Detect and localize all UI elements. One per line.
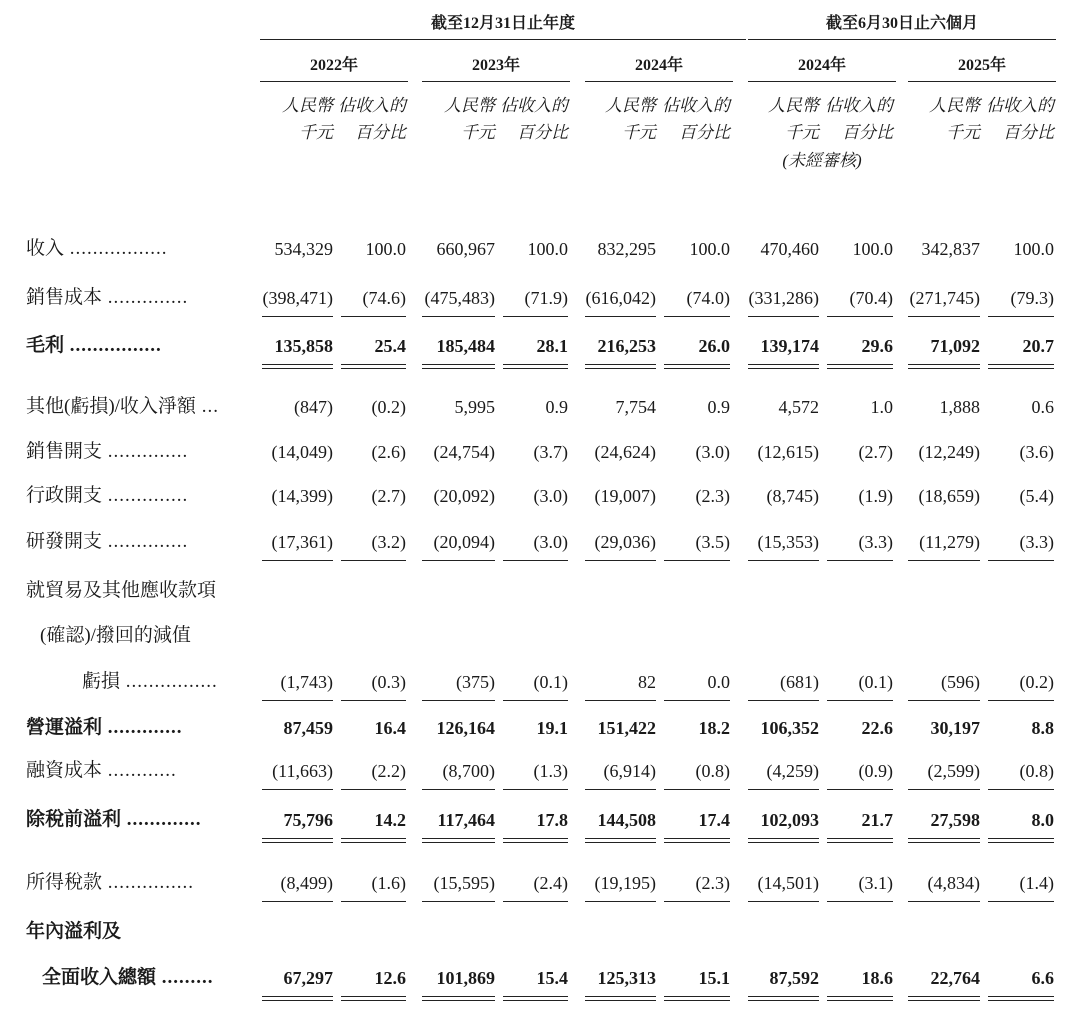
double-underline <box>503 996 568 1001</box>
leader-dots: ............ <box>102 760 177 781</box>
amount-cell: (12,249) <box>918 442 980 462</box>
percent-cell: 0.0 <box>707 672 730 692</box>
percent-cell: 14.2 <box>374 810 406 830</box>
percent-cell: (2.7) <box>858 442 893 462</box>
double-underline <box>422 838 495 843</box>
percent-cell: (3.5) <box>695 532 730 552</box>
unit-header-amount: 人民幣 千元 <box>605 96 656 142</box>
percent-cell: 25.4 <box>374 336 406 356</box>
percent-cell: (0.8) <box>1019 761 1054 781</box>
amount-cell: (24,624) <box>594 442 656 462</box>
row-label: 年內溢利及 <box>26 921 122 942</box>
double-underline <box>262 838 333 843</box>
amount-cell: 30,197 <box>930 718 980 738</box>
double-underline <box>908 838 980 843</box>
row-label: 營運溢利 ............. <box>26 717 183 738</box>
amount-cell: 87,592 <box>769 968 819 988</box>
double-underline <box>585 838 656 843</box>
table-row <box>0 437 1080 467</box>
percent-cell: 17.8 <box>536 810 568 830</box>
amount-cell: 82 <box>638 672 656 692</box>
percent-cell: 15.4 <box>536 968 568 988</box>
percent-cell: 6.6 <box>1031 968 1054 988</box>
single-underline <box>748 700 819 701</box>
table-row <box>0 805 1080 835</box>
header-annual-rule <box>260 39 746 40</box>
amount-cell: 5,995 <box>454 397 495 417</box>
double-underline <box>341 838 406 843</box>
percent-cell: 12.6 <box>374 968 406 988</box>
amount-cell: (375) <box>456 672 495 692</box>
percent-cell: 29.6 <box>861 336 893 356</box>
percent-cell: (1.9) <box>858 486 893 506</box>
row-label: 銷售開支 .............. <box>26 441 189 462</box>
double-underline <box>503 364 568 369</box>
single-underline <box>262 789 333 790</box>
amount-cell: (596) <box>941 672 980 692</box>
percent-cell: 100.0 <box>1013 239 1054 259</box>
single-underline <box>262 700 333 701</box>
amount-cell: 75,796 <box>283 810 333 830</box>
amount-cell: 117,464 <box>437 810 495 830</box>
percent-cell: 18.6 <box>861 968 893 988</box>
amount-cell: (8,745) <box>766 486 819 506</box>
single-underline <box>585 560 656 561</box>
single-underline <box>748 789 819 790</box>
row-label: 毛利 ................ <box>26 335 162 356</box>
table-row <box>0 576 1080 606</box>
single-underline <box>422 560 495 561</box>
percent-cell: (70.4) <box>849 288 893 308</box>
amount-cell: (14,049) <box>271 442 333 462</box>
percent-cell: (3.2) <box>371 532 406 552</box>
single-underline <box>341 789 406 790</box>
table-row <box>0 713 1080 743</box>
double-underline <box>908 364 980 369</box>
amount-cell: (12,615) <box>757 442 819 462</box>
single-underline <box>585 901 656 902</box>
amount-cell: (6,914) <box>603 761 656 781</box>
table-row <box>0 868 1080 898</box>
single-underline <box>422 316 495 317</box>
row-label: 銷售成本 .............. <box>26 287 189 308</box>
leader-dots: ................ <box>64 335 162 356</box>
amount-cell: 7,754 <box>615 397 656 417</box>
amount-cell: 1,888 <box>939 397 980 417</box>
single-underline <box>664 316 730 317</box>
unit-header-amount: 人民幣 千元 <box>444 96 495 142</box>
leader-dots: ... <box>195 396 219 417</box>
table-row <box>0 667 1080 697</box>
percent-cell: (3.7) <box>533 442 568 462</box>
amount-cell: 144,508 <box>597 810 656 830</box>
single-underline <box>988 789 1054 790</box>
amount-cell: (847) <box>294 397 333 417</box>
percent-cell: (2.2) <box>371 761 406 781</box>
leader-dots: ......... <box>156 967 214 988</box>
percent-cell: 100.0 <box>852 239 893 259</box>
single-underline <box>503 560 568 561</box>
unit-header-amount: 人民幣 千元 <box>768 96 819 142</box>
percent-cell: (0.2) <box>1019 672 1054 692</box>
unit-header-pct: 佔收入的 百分比 <box>986 96 1054 142</box>
single-underline <box>664 789 730 790</box>
amount-cell: (616,042) <box>585 288 656 308</box>
double-underline <box>988 838 1054 843</box>
percent-cell: (79.3) <box>1010 288 1054 308</box>
percent-cell: 19.1 <box>536 718 568 738</box>
single-underline <box>988 560 1054 561</box>
percent-cell: 16.4 <box>374 718 406 738</box>
percent-cell: (74.0) <box>686 288 730 308</box>
percent-cell: (3.0) <box>695 442 730 462</box>
double-underline <box>988 996 1054 1001</box>
leader-dots: .............. <box>102 441 189 462</box>
row-label: 融資成本 ............ <box>26 760 177 781</box>
year-header-2022: 2022年 <box>309 57 358 74</box>
percent-cell: 28.1 <box>536 336 568 356</box>
amount-cell: 102,093 <box>760 810 819 830</box>
table-row <box>0 756 1080 786</box>
amount-cell: 71,092 <box>930 336 980 356</box>
year-rule-2024-annual <box>585 81 733 82</box>
year-rule-2025 <box>908 81 1056 82</box>
amount-cell: 87,459 <box>283 718 333 738</box>
amount-cell: (14,399) <box>271 486 333 506</box>
single-underline <box>503 901 568 902</box>
double-underline <box>988 364 1054 369</box>
table-row <box>0 283 1080 313</box>
percent-cell: (2.7) <box>371 486 406 506</box>
percent-cell: 20.7 <box>1022 336 1054 356</box>
amount-cell: (8,700) <box>442 761 495 781</box>
single-underline <box>908 789 980 790</box>
single-underline <box>827 560 893 561</box>
double-underline <box>341 996 406 1001</box>
single-underline <box>262 316 333 317</box>
percent-cell: (0.1) <box>533 672 568 692</box>
double-underline <box>262 996 333 1001</box>
single-underline <box>988 700 1054 701</box>
amount-cell: 106,352 <box>760 718 819 738</box>
single-underline <box>988 901 1054 902</box>
percent-cell: 17.4 <box>698 810 730 830</box>
percent-cell: 0.9 <box>707 397 730 417</box>
amount-cell: (398,471) <box>262 288 333 308</box>
percent-cell: (74.6) <box>362 288 406 308</box>
percent-cell: 22.6 <box>861 718 893 738</box>
row-label: 收入 ................. <box>26 238 168 259</box>
year-rule-2022 <box>260 81 408 82</box>
row-label: 就貿易及其他應收款項 <box>26 580 217 601</box>
percent-cell: 15.1 <box>698 968 730 988</box>
single-underline <box>827 316 893 317</box>
single-underline <box>664 560 730 561</box>
row-label: 虧損 ................ <box>82 671 218 692</box>
percent-cell: 100.0 <box>527 239 568 259</box>
unit-header-pct: 佔收入的 百分比 <box>500 96 568 142</box>
single-underline <box>908 560 980 561</box>
double-underline <box>827 838 893 843</box>
year-header-2023: 2023年 <box>471 57 520 74</box>
double-underline <box>503 838 568 843</box>
amount-cell: 342,837 <box>921 239 980 259</box>
amount-cell: 67,297 <box>283 968 333 988</box>
percent-cell: (3.3) <box>1019 532 1054 552</box>
double-underline <box>908 996 980 1001</box>
year-header-2025: 2025年 <box>957 57 1006 74</box>
row-label: 研發開支 .............. <box>26 531 189 552</box>
percent-cell: (0.1) <box>858 672 893 692</box>
amount-cell: (271,745) <box>909 288 980 308</box>
amount-cell: 470,460 <box>760 239 819 259</box>
double-underline <box>341 364 406 369</box>
amount-cell: (19,007) <box>594 486 656 506</box>
header-interim-period: 截至6月30日止六個月 <box>825 15 978 32</box>
double-underline <box>748 838 819 843</box>
amount-cell: 125,313 <box>597 968 656 988</box>
table-row <box>0 621 1080 651</box>
single-underline <box>422 789 495 790</box>
amount-cell: (29,036) <box>594 532 656 552</box>
single-underline <box>503 700 568 701</box>
amount-cell: 534,329 <box>274 239 333 259</box>
double-underline <box>422 996 495 1001</box>
amount-cell: (2,599) <box>927 761 980 781</box>
row-label: 其他(虧損)/收入淨額 ... <box>26 396 219 417</box>
row-label: 除稅前溢利 ............. <box>26 809 202 830</box>
single-underline <box>341 560 406 561</box>
single-underline <box>341 316 406 317</box>
year-rule-2023 <box>422 81 570 82</box>
amount-cell: 832,295 <box>597 239 656 259</box>
double-underline <box>585 996 656 1001</box>
percent-cell: 26.0 <box>698 336 730 356</box>
percent-cell: 21.7 <box>861 810 893 830</box>
unit-header-amount: 人民幣 千元 <box>282 96 333 142</box>
table-row <box>0 331 1080 361</box>
double-underline <box>262 364 333 369</box>
percent-cell: 8.0 <box>1031 810 1054 830</box>
single-underline <box>908 901 980 902</box>
amount-cell: (17,361) <box>271 532 333 552</box>
single-underline <box>262 901 333 902</box>
amount-cell: 139,174 <box>760 336 819 356</box>
amount-cell: (681) <box>780 672 819 692</box>
single-underline <box>585 789 656 790</box>
percent-cell: 0.9 <box>545 397 568 417</box>
amount-cell: (18,659) <box>918 486 980 506</box>
year-rule-2024-interim <box>748 81 896 82</box>
amount-cell: (14,501) <box>757 873 819 893</box>
percent-cell: 0.6 <box>1031 397 1054 417</box>
amount-cell: 216,253 <box>597 336 656 356</box>
amount-cell: 101,869 <box>436 968 495 988</box>
amount-cell: 185,484 <box>436 336 495 356</box>
header-annual-period: 截至12月31日止年度 <box>430 15 575 32</box>
table-row <box>0 234 1080 264</box>
single-underline <box>503 316 568 317</box>
amount-cell: (331,286) <box>748 288 819 308</box>
single-underline <box>341 901 406 902</box>
double-underline <box>422 364 495 369</box>
leader-dots: ............. <box>121 809 202 830</box>
single-underline <box>262 560 333 561</box>
amount-cell: (4,834) <box>927 873 980 893</box>
unit-header-pct: 佔收入的 百分比 <box>662 96 730 142</box>
percent-cell: (0.3) <box>371 672 406 692</box>
percent-cell: 100.0 <box>365 239 406 259</box>
percent-cell: (1.6) <box>371 873 406 893</box>
percent-cell: (0.8) <box>695 761 730 781</box>
single-underline <box>827 700 893 701</box>
unit-header-pct: 佔收入的 百分比 <box>825 96 893 142</box>
percent-cell: (3.3) <box>858 532 893 552</box>
percent-cell: (0.9) <box>858 761 893 781</box>
amount-cell: (11,663) <box>272 761 333 781</box>
amount-cell: (11,279) <box>919 532 980 552</box>
amount-cell: (24,754) <box>433 442 495 462</box>
amount-cell: (19,195) <box>594 873 656 893</box>
leader-dots: .............. <box>102 287 189 308</box>
single-underline <box>422 901 495 902</box>
percent-cell: (2.3) <box>695 873 730 893</box>
unit-header-amount: 人民幣 千元 <box>929 96 980 142</box>
single-underline <box>908 700 980 701</box>
single-underline <box>585 700 656 701</box>
amount-cell: (15,353) <box>757 532 819 552</box>
percent-cell: 8.8 <box>1031 718 1054 738</box>
row-label: 行政開支 .............. <box>26 485 189 506</box>
double-underline <box>748 364 819 369</box>
percent-cell: (1.4) <box>1019 873 1054 893</box>
single-underline <box>664 901 730 902</box>
year-header-2024-interim: 2024年 <box>797 57 846 74</box>
amount-cell: 135,858 <box>274 336 333 356</box>
percent-cell: (71.9) <box>524 288 568 308</box>
percent-cell: (0.2) <box>371 397 406 417</box>
year-header-2024-annual: 2024年 <box>634 57 683 74</box>
double-underline <box>827 364 893 369</box>
leader-dots: ................. <box>64 238 168 259</box>
percent-cell: (3.0) <box>533 532 568 552</box>
double-underline <box>664 364 730 369</box>
single-underline <box>422 700 495 701</box>
table-row <box>0 481 1080 511</box>
amount-cell: 151,422 <box>597 718 656 738</box>
single-underline <box>988 316 1054 317</box>
single-underline <box>827 789 893 790</box>
amount-cell: (475,483) <box>424 288 495 308</box>
header-interim-rule <box>748 39 1056 40</box>
table-row <box>0 917 1080 947</box>
single-underline <box>341 700 406 701</box>
amount-cell: (8,499) <box>280 873 333 893</box>
leader-dots: .............. <box>102 531 189 552</box>
amount-cell: 660,967 <box>436 239 495 259</box>
percent-cell: (3.6) <box>1019 442 1054 462</box>
percent-cell: (1.3) <box>533 761 568 781</box>
row-label: 所得稅款 ............... <box>26 872 195 893</box>
amount-cell: (15,595) <box>433 873 495 893</box>
amount-cell: 4,572 <box>778 397 819 417</box>
single-underline <box>748 316 819 317</box>
row-label: 全面收入總額 ......... <box>42 967 214 988</box>
single-underline <box>664 700 730 701</box>
row-label: (確認)/撥回的減值 <box>40 625 191 646</box>
double-underline <box>664 996 730 1001</box>
amount-cell: 126,164 <box>436 718 495 738</box>
amount-cell: 27,598 <box>930 810 980 830</box>
leader-dots: ................ <box>120 671 218 692</box>
percent-cell: 1.0 <box>870 397 893 417</box>
amount-cell: (1,743) <box>280 672 333 692</box>
percent-cell: (2.4) <box>533 873 568 893</box>
unaudited-note: (未經審核) <box>782 151 862 170</box>
unit-header-pct: 佔收入的 百分比 <box>338 96 406 142</box>
single-underline <box>908 316 980 317</box>
leader-dots: .............. <box>102 485 189 506</box>
percent-cell: (2.6) <box>371 442 406 462</box>
leader-dots: ............. <box>102 717 183 738</box>
single-underline <box>503 789 568 790</box>
single-underline <box>748 560 819 561</box>
double-underline <box>827 996 893 1001</box>
amount-cell: (20,092) <box>433 486 495 506</box>
single-underline <box>827 901 893 902</box>
amount-cell: (4,259) <box>766 761 819 781</box>
table-row <box>0 527 1080 557</box>
leader-dots: ............... <box>102 872 195 893</box>
double-underline <box>585 364 656 369</box>
table-row <box>0 963 1080 993</box>
double-underline <box>748 996 819 1001</box>
table-row <box>0 392 1080 422</box>
percent-cell: 100.0 <box>689 239 730 259</box>
percent-cell: (3.1) <box>858 873 893 893</box>
percent-cell: (2.3) <box>695 486 730 506</box>
amount-cell: (20,094) <box>433 532 495 552</box>
percent-cell: 18.2 <box>698 718 730 738</box>
single-underline <box>748 901 819 902</box>
double-underline <box>664 838 730 843</box>
percent-cell: (5.4) <box>1019 486 1054 506</box>
single-underline <box>585 316 656 317</box>
amount-cell: 22,764 <box>930 968 980 988</box>
percent-cell: (3.0) <box>533 486 568 506</box>
